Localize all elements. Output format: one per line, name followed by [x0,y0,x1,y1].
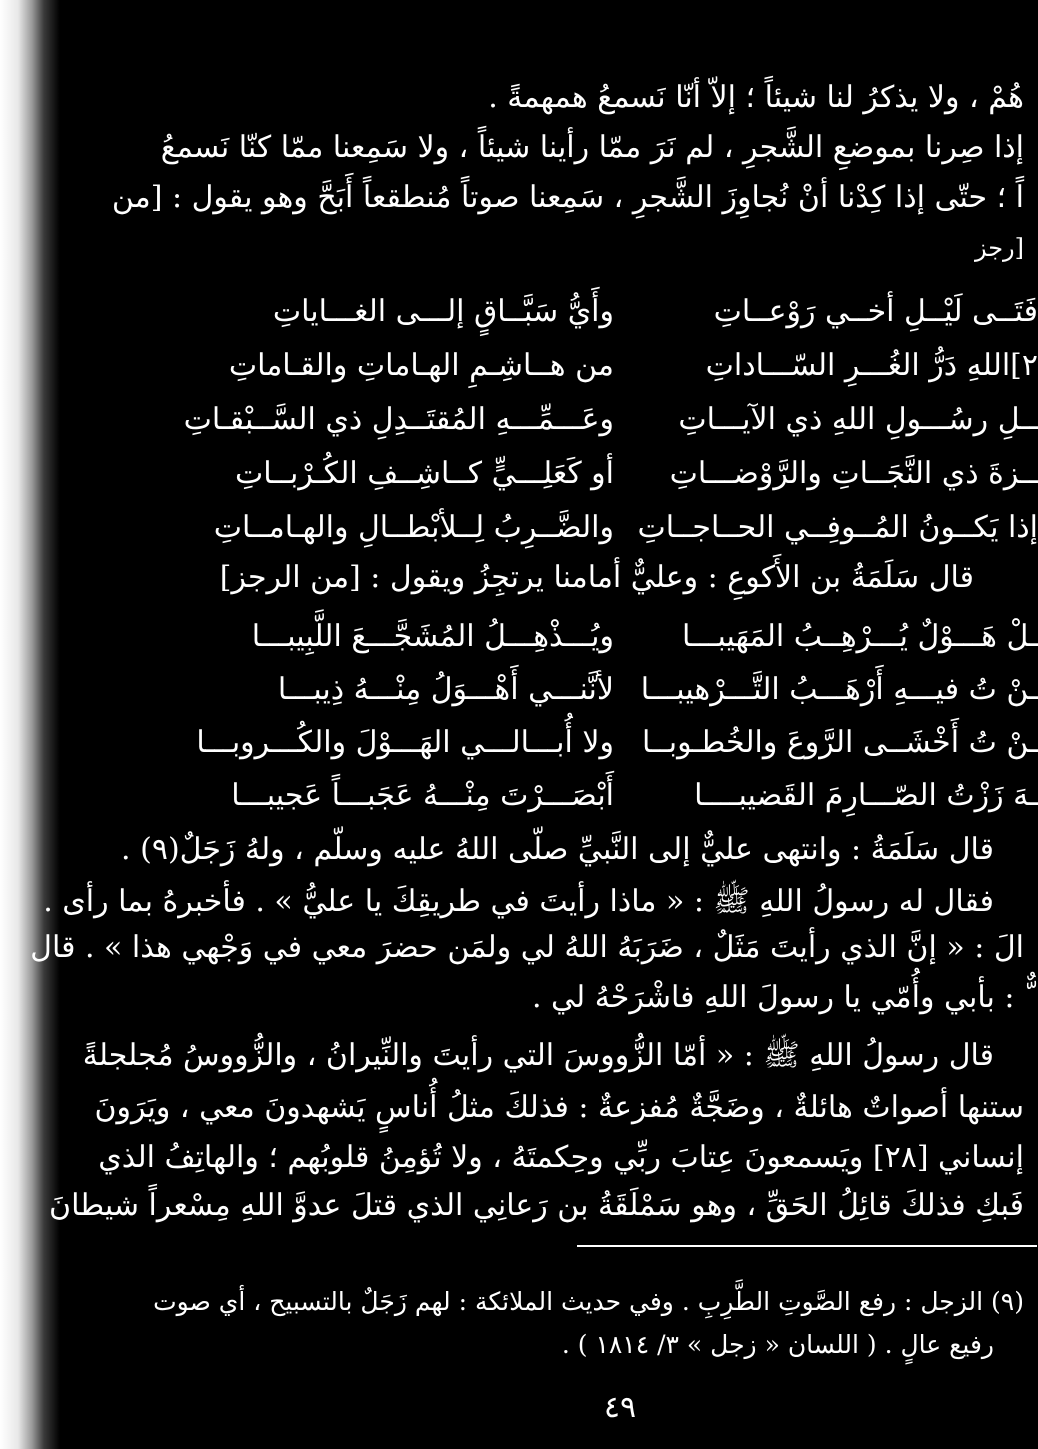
page-number: ٤٩ [603,1390,637,1425]
footnote-separator [577,1245,1037,1247]
verse-line [24,506,1038,554]
first-hemistich: ٢]اللهِ دَرُّ الغُـــرِ السّـــاداتِ [705,348,1038,383]
footnote-line: رفيع عالٍ . ( اللسان « زجل » ٣/ ١٨١٤ ) . [561,1330,994,1359]
first-hemistich: ـنْ تُ أَخْشَــى الرَّوعَ والخُطـوبــا [642,725,1038,760]
poem-intro: قال سَلَمَةُ بن الأَكوعِ : وعليٌّ أمامنا يرتجِزُ ويقول : [من الرجز] [219,560,974,595]
prose-line: ٌّ : بأبي وأُمّي يا رسولَ اللهِ فاشْرَحْهُ لي . [531,980,1024,1015]
second-hemistich: لأنَّنـــي أَهْـــوَلُ مِنْـــهُ ذِيبـــا [277,672,614,707]
verse-line [24,615,1038,663]
prose-line: إذا صِرنا بموضعِ الشَّجرِ ، لم نَرَ ممّا رأينا شيئاً ، ولا سَمِعنا ممّا كنّا نَسمعُ [160,130,1024,165]
first-hemistich: ــزةَ ذي النَّجَــاتِ والرَّوْضـــاتِ [669,456,1038,491]
verse-line [24,398,1038,446]
book-page [30,0,1038,1449]
second-hemistich: أَبْصَـــرْتَ مِنْـــهُ عَجَبـــاً عَجيبـــا [231,778,614,813]
prose-line: هُمْ ، ولا يذكرُ لنا شيئاً ؛ إلاّ أنّا نَسمعُ همهمةً . [488,80,1024,115]
footnote-line: (٩) الزجل : رفع الصَّوتِ الطَّرِبِ . وفي حديث الملائكة : لهم زَجَلٌ بالتسبيح ، أي صوت [153,1287,1024,1316]
prose-line: قال رسولُ اللهِ ﷺ : « أمّا الزُّووسَ التي رأيتَ والنِّيرانُ ، والزُّووسُ مُجلجلةً [82,1038,994,1073]
prose-line: اً ؛ حتّى إذا كِدْنا أنْ نُجاوِزَ الشَّجرِ ، سَمِعنا صوتاً مُنطقعاً أَبَحَّ وهو يقول : [من [111,180,1024,215]
first-hemistich: ــلِ رسُـــولِ اللهِ ذي الآيـــاتِ [678,402,1038,437]
prose-line: الَ : « إنَّ الذي رأيتَ مَثَلٌ ، ضَرَبَهُ اللهُ لي ولمَن حضرَ معي في وَجْهي هذا » . قال [30,930,1024,965]
verse-line [24,344,1038,392]
prose-line: إنساني [٢٨] ويَسمعونَ عِتابَ ربِّي وحِكمتَهُ ، ولا تُؤمِنُ قلوبُهم ؛ والهاتِفُ الذي [98,1140,1024,1175]
first-hemistich: إذا يَكــونُ المُــوفِــي الحــاجــاتِ [637,510,1038,545]
first-hemistich: فَتَــى لَيْــلِ أخــي رَوْعــاتِ [713,294,1038,329]
prose-line: ستنها أصواتٌ هائلةٌ ، وضَجَّةٌ مُفزعةٌ : فذلكَ مثلُ أُناسٍ يَشهدونَ معي ، ويَرَونَ [94,1090,1024,1125]
second-hemistich: وأَيُّ سَبَّــاقٍ إلـــى الغـــاياتِ [272,294,614,329]
second-hemistich: أو كَعَلِـــيٍّ كــاشِــفِ الكُـرْبــاتِ [235,456,614,491]
second-hemistich: ويُـــذْهِـــلُ المُشَجَّـــعَ اللَّبِيبـــا [251,619,614,654]
prose-line: قال سَلَمَةُ : وانتهى عليٌّ إلى النَّبيِّ صلّى اللهُ عليه وسلّم ، ولهُ زَجَلٌ(٩) . [121,832,994,867]
verse-line [24,668,1038,716]
verse-line [24,721,1038,769]
first-hemistich: ـهَ زَزْتُ الصّـــارِمَ القَضيبــــا [694,778,1038,813]
verse-line [24,774,1038,822]
prose-line: فَبكِ فذلكَ قائِلُ الحَقِّ ، وهو سَمْلَقَةُ بن رَعانِي الذي قتلَ عدوَّ اللهِ مِسْعراً شيطانَ [49,1188,1024,1223]
second-hemistich: وعَـــمِّـــهِ المُقتَــدِلِ ذي السَّــبْقـاتِ [183,402,614,437]
second-hemistich: والضَّــرِبُ لِــلأبْطــالِ والهـامــاتِ [213,510,614,545]
first-hemistich: ـنْ تُ فيـــهِ أَرْهَـــبُ التَّـــرْهيبـــا [640,672,1038,707]
first-hemistich: ـلْ هَـــوْلٌ يُـــرْهِــبُ المَهَيبـــا [682,619,1038,654]
meter-tag: [رجز [974,234,1024,262]
prose-line: فقال له رسولُ اللهِ ﷺ : « ماذا رأيتَ في طريقِكَ يا عليُّ » . فأخبرهُ بما رأى . [43,884,994,919]
second-hemistich: من هــاشِـمِ الهـاماتِ والقـاماتِ [228,348,614,383]
verse-line [24,452,1038,500]
second-hemistich: ولا أُبـــالـــي الهَـــوْلَ والكُـــروبـــا [196,725,614,760]
verse-line [24,290,1038,338]
